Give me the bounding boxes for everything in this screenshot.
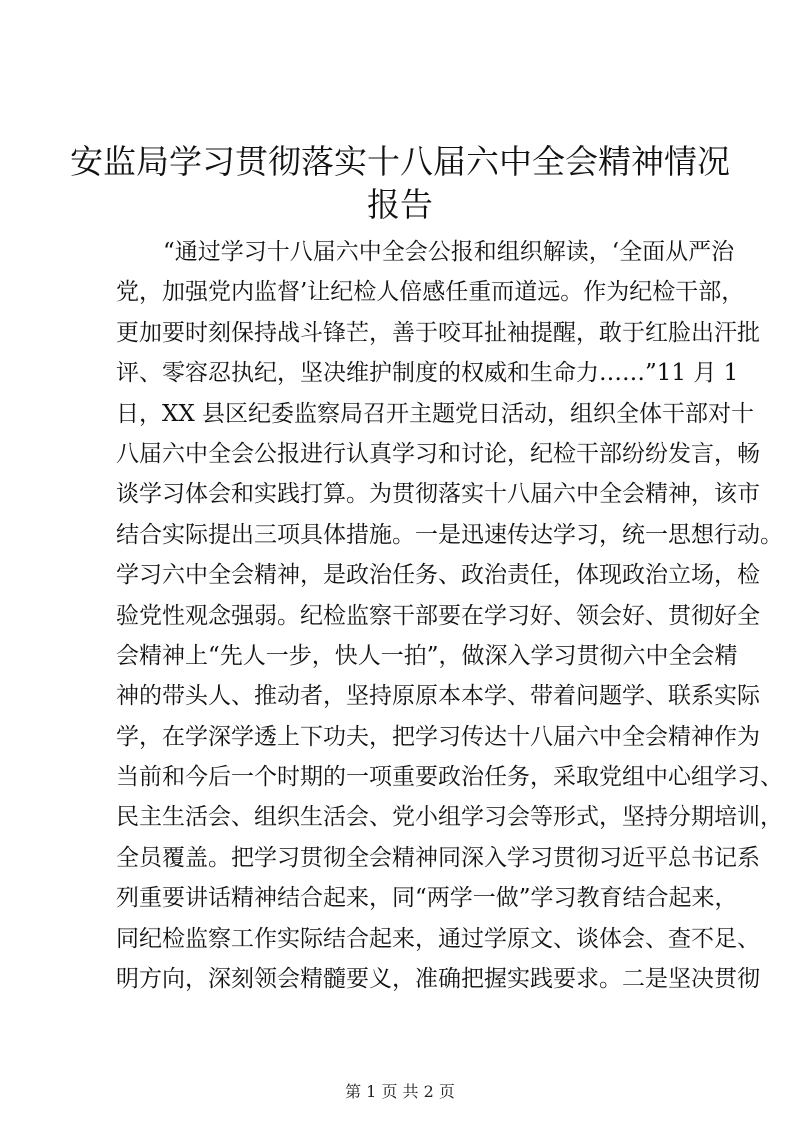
body-line: 学，在学深学透上下功夫，把学习传达十八届六中全会精神作为 — [116, 723, 760, 750]
body-line: 会精神上“先人一步，快人一拍”，做深入学习贯彻六中全会精 — [116, 642, 738, 669]
body-line: 民主生活会、组织生活会、党小组学习会等形式，坚持分期培训， — [116, 804, 783, 831]
body-line: 八届六中全会公报进行认真学习和讨论，纪检干部纷纷发言，畅 — [116, 440, 760, 467]
page-footer: 第 1 页 共 2 页 — [345, 1082, 455, 1101]
body-line: 当前和今后一个时期的一项重要政治任务，采取党组中心组学习、 — [116, 764, 783, 791]
document-body — [116, 232, 783, 999]
body-line: 谈学习体会和实践打算。为贯彻落实十八届六中全会精神，该市 — [116, 481, 760, 508]
body-line: 日，XX 县区纪委监察局召开主题党日活动，组织全体干部对十 — [116, 400, 755, 427]
body-line: 全员覆盖。把学习贯彻全会精神同深入学习贯彻习近平总书记系 — [116, 844, 760, 871]
body-line: “通过学习十八届六中全会公报和组织解读，‘全面从严治 — [163, 239, 735, 265]
body-line: 结合实际提出三项具体措施。一是迅速传达学习，统一思想行动。 — [116, 521, 783, 548]
body-line: 党，加强党内监督’让纪检人倍感任重而道远。作为纪检干部， — [116, 279, 745, 306]
body-line: 同纪检监察工作实际结合起来，通过学原文、谈体会、查不足、 — [116, 925, 760, 952]
body-line: 神的带头人、推动者，坚持原原本本学、带着问题学、联系实际 — [116, 683, 760, 710]
body-line: 验党性观念强弱。纪检监察干部要在学习好、领会好、贯彻好全 — [116, 602, 760, 629]
body-line: 评、零容忍执纪，坚决维护制度的权威和生命力……”11 月 1 — [116, 360, 739, 387]
body-line: 学习六中全会精神，是政治任务、政治责任，体现政治立场，检 — [116, 562, 760, 589]
document-title-line-2: 报告 — [367, 185, 433, 224]
body-line: 列重要讲话精神结合起来，同“两学一做”学习教育结合起来， — [116, 885, 738, 912]
body-line: 明方向，深刻领会精髓要义，准确把握实践要求。二是坚决贯彻 — [116, 966, 760, 993]
document-title-line-1: 安监局学习贯彻落实十八届六中全会精神情况 — [70, 142, 730, 181]
body-line: 更加要时刻保持战斗锋芒，善于咬耳扯袖提醒，敢于红脸出汗批 — [116, 319, 760, 346]
